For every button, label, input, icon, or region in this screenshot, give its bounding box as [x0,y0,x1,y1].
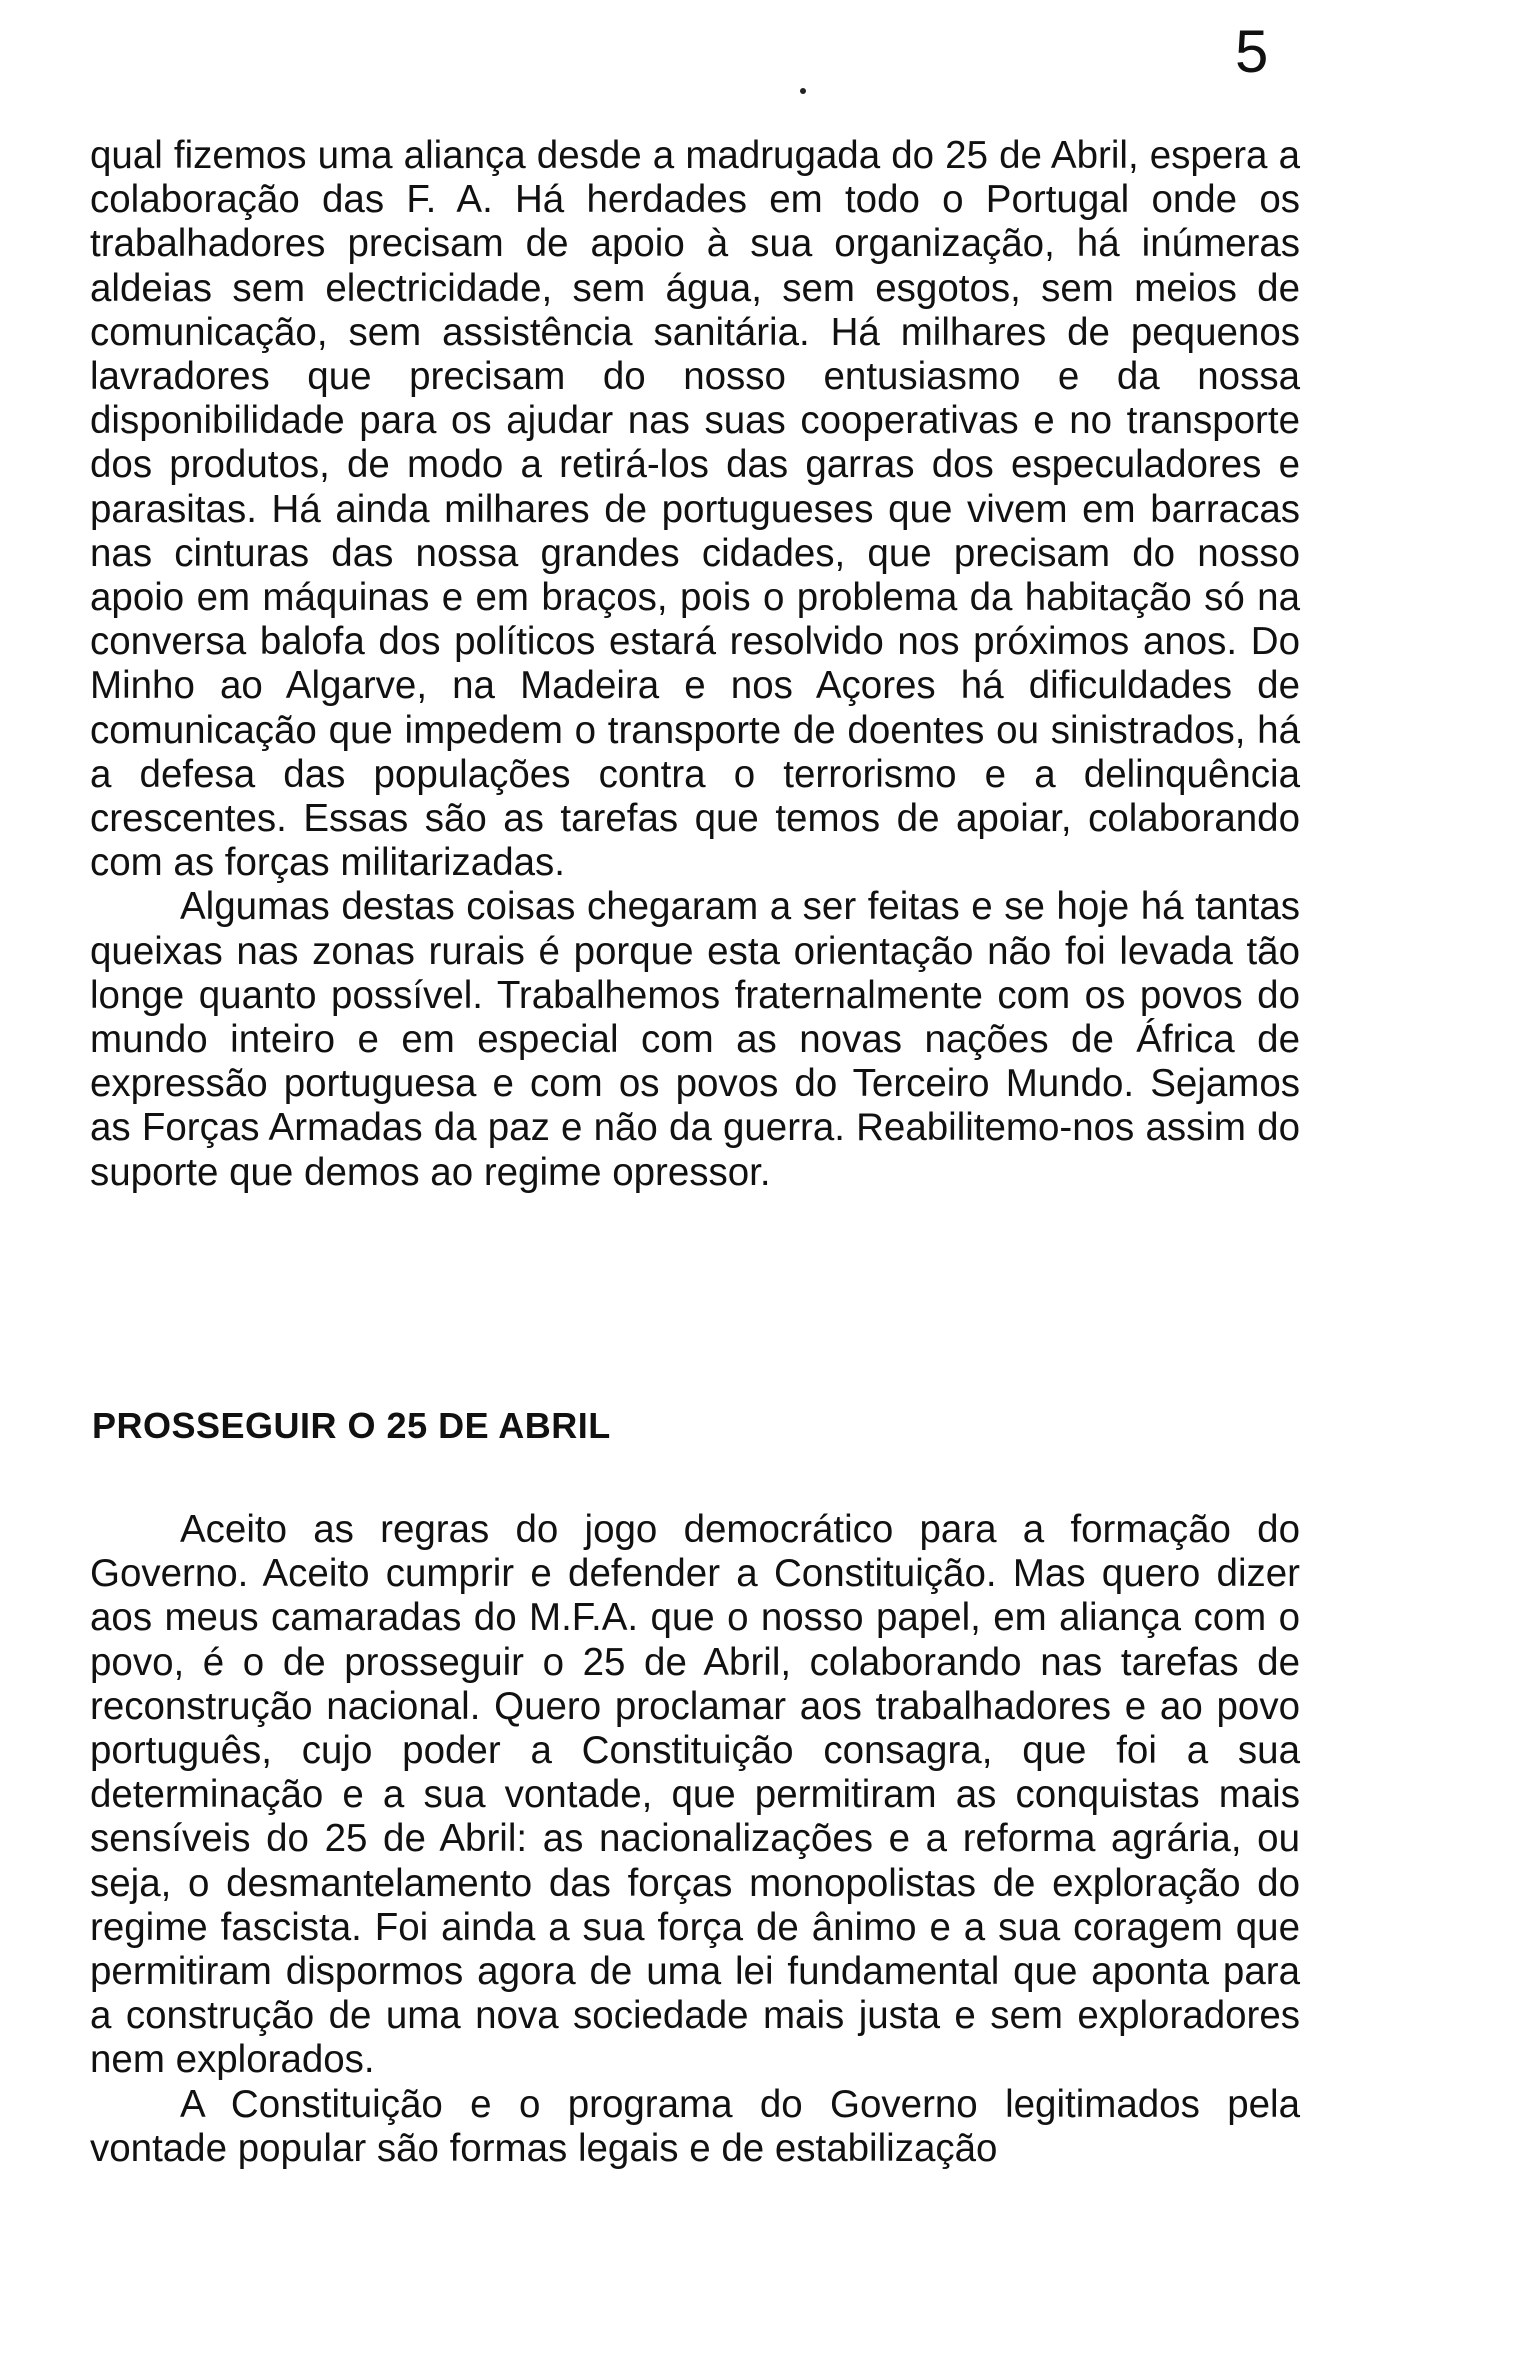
paragraph-4: A Constituição e o programa do Governo legitimados pela vontade popular são formas legais e de estabilização [90,2082,1300,2170]
page-number: 5 [1235,18,1269,85]
section-heading: PROSSEGUIR O 25 DE ABRIL [92,1405,611,1446]
paragraph-2: Algumas destas coisas chegaram a ser feitas e se hoje há tantas queixas nas zonas rurais é porque esta orientação não foi levada tão longe quanto possível. Trabalhemos fraternalmente com os povos do mundo inteiro e em especial com as novas nações de África de expressão portuguesa e com os povos do Terceiro Mundo. Sejamos as Forças Armadas da paz e não da guerra. Reabilitemo-nos assim do suporte que demos ao regime opressor. [90,885,1300,1194]
section-2-body [90,1508,1300,2171]
paragraph-3: Aceito as regras do jogo democrático para a formação do Governo. Aceito cumprir e defender a Constituição. Mas quero dizer aos meus camaradas do M.F.A. que o nosso papel, em aliança com o povo, é o de prosseguir o 25 de Abril, colaborando nas tarefas de reconstrução nacional. Quero proclamar aos trabalhadores e ao povo português, cujo poder a Constituição consagra, que foi a sua determinação e a sua vontade, que permitiram as conquistas mais sensíveis do 25 de Abril: as nacionalizações e a reforma agrária, ou seja, o desmantelamento das forças monopolistas de exploração do regime fascista. Foi ainda a sua força de ânimo e a sua coragem que permitiram dispormos agora de uma lei fundamental que aponta para a construção de uma nova sociedade mais justa e sem exploradores nem explorados. [90,1508,1300,2082]
section-1-body [90,134,1300,1195]
paragraph-1: qual fizemos uma aliança desde a madrugada do 25 de Abril, espera a colaboração das F. A. Há herdades em todo o Portugal onde os trabalhadores precisam de apoio à sua organização, há inúmeras aldeias sem electricidade, sem água, sem esgotos, sem meios de comunicação, sem assistência sanitária. Há milhares de pequenos lavradores que precisam do nosso entusiasmo e da nossa disponibilidade para os ajudar nas suas cooperativas e no transporte dos produtos, de modo a retirá-los das garras dos especuladores e parasitas. Há ainda milhares de portugueses que vivem em barracas nas cinturas das nossa grandes cidades, que precisam do nosso apoio em máquinas e em braços, pois o problema da habitação só na conversa balofa dos políticos estará resolvido nos próximos anos. Do Minho ao Algarve, na Madeira e nos Açores há dificuldades de comunicação que impedem o transporte de doentes ou sinistrados, há a defesa das populações contra o terrorismo e a delinquência crescentes. Essas são as tarefas que temos de apoiar, colaborando com as forças militarizadas. [90,134,1300,885]
print-speck [800,88,806,94]
